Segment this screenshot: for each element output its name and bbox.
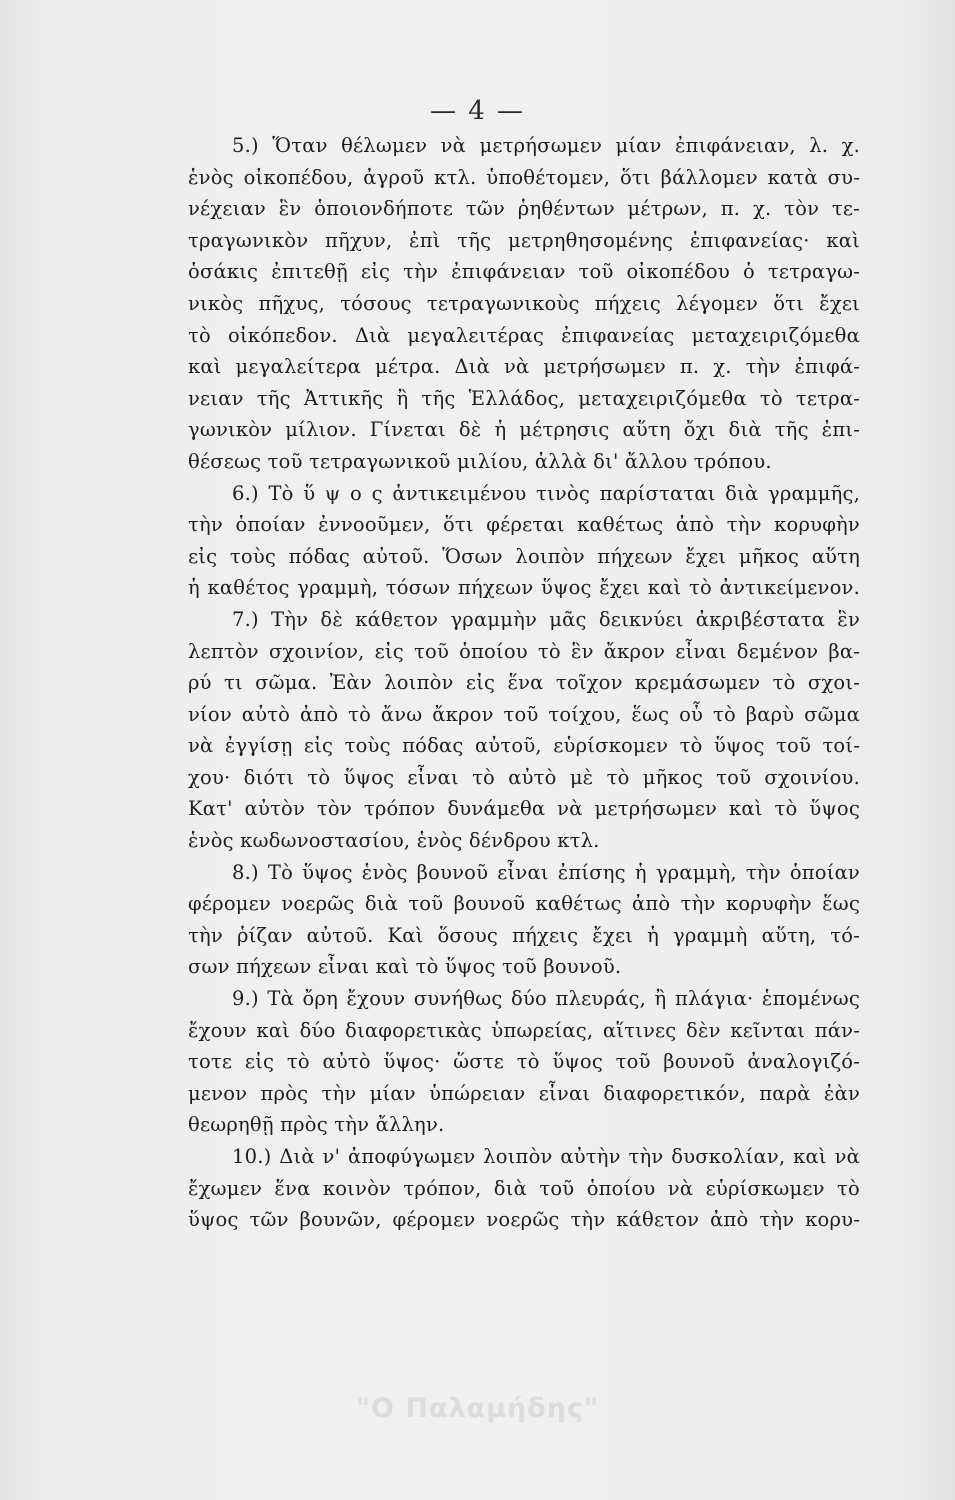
text-line: θέσεως τοῦ τετραγωνικοῦ μιλίου, ἀλλὰ δι' ἄλλου τρόπου. <box>188 449 772 473</box>
text-line: 7.) Τὴν δὲ κάθετον γραμμὴν μᾶς δεικνύει ἀκριβέστατα ἓν <box>232 607 860 631</box>
text-line: σων πήχεων εἶναι καὶ τὸ ὕψος τοῦ βουνοῦ. <box>188 955 622 979</box>
text-line: τοτε εἰς τὸ αὐτὸ ὕψος· ὥστε τὸ ὕψος τοῦ βουνοῦ ἀναλογιζό- <box>188 1050 860 1074</box>
page-number: — 4 — <box>429 96 526 126</box>
body-text <box>188 130 860 1236</box>
text-line: ρύ τι σῶμα. Ἐὰν λοιπὸν εἰς ἕνα τοῖχον κρεμάσωμεν τὸ σχοι- <box>188 671 860 695</box>
text-line: τὴν ὁποίαν ἐννοοῦμεν, ὅτι φέρεται καθέτως ἀπὸ τὴν κορυφὴν <box>188 513 860 537</box>
text-line: τὴν ῥίζαν αὐτοῦ. Καὶ ὅσους πήχεις ἔχει ἡ γραμμὴ αὕτη, τό- <box>188 923 860 947</box>
text-line: νέχειαν ἓν ὁποιονδήποτε τῶν ῥηθέντων μέτρων, π. χ. τὸν τε- <box>188 197 860 221</box>
text-line: ὁσάκις ἐπιτεθῇ εἰς τὴν ἐπιφάνειαν τοῦ οἰκοπέδου ὁ τετραγω- <box>188 260 860 284</box>
text-line: νίον αὐτὸ ἀπὸ τὸ ἄνω ἄκρον τοῦ τοίχου, ἕως οὗ τὸ βαρὺ σῶμα <box>188 702 860 726</box>
text-line: ἑνὸς κωδωνοστασίου, ἑνὸς δένδρου κτλ. <box>188 829 600 853</box>
text-line: 6.) Τὸ ὕ ψ ο ς ἀντικειμένου τινὸς παρίσταται διὰ γραμμῆς, <box>232 481 860 505</box>
text-line: τραγωνικὸν πῆχυν, ἐπὶ τῆς μετρηθησομένης ἐπιφανείας· καὶ <box>188 228 860 252</box>
text-line: ἔχουν καὶ δύο διαφορετικὰς ὑπωρείας, αἵτινες δὲν κεῖνται πάν- <box>188 1018 860 1042</box>
text-line: νὰ ἐγγίσῃ εἰς τοὺς πόδας αὐτοῦ, εὑρίσκομεν τὸ ὕψος τοῦ τοί- <box>188 734 860 758</box>
text-line: εἰς τοὺς πόδας αὐτοῦ. Ὅσων λοιπὸν πήχεων ἔχει μῆκος αὕτη <box>188 544 860 568</box>
text-line: τὸ οἰκόπεδον. Διὰ μεγαλειτέρας ἐπιφανείας μεταχειριζόμεθα <box>188 323 860 347</box>
text-line: νειαν τῆς Ἀττικῆς ἢ τῆς Ἑλλάδος, μεταχειριζόμεθα τὸ τετρα- <box>188 386 860 410</box>
text-line: Κατ' αὐτὸν τὸν τρόπον δυνάμεθα νὰ μετρήσωμεν καὶ τὸ ὕψος <box>188 797 860 821</box>
text-line: ἡ καθέτος γραμμὴ, τόσων πήχεων ὕψος ἔχει καὶ τὸ ἀντικείμενον. <box>188 576 860 600</box>
text-line: μενον πρὸς τὴν μίαν ὑπώρειαν εἶναι διαφορετικόν, παρὰ ἐὰν <box>188 1081 860 1105</box>
text-line: νικὸς πῆχυς, τόσους τετραγωνικοὺς πήχεις λέγομεν ὅτι ἔχει <box>188 291 860 315</box>
text-line: θεωρηθῇ πρὸς τὴν ἄλλην. <box>188 1113 445 1137</box>
library-watermark: "Ο Παλαμήδης" <box>355 1393 600 1424</box>
text-line: 8.) Τὸ ὕψος ἑνὸς βουνοῦ εἶναι ἐπίσης ἡ γραμμὴ, τὴν ὁποίαν <box>232 860 860 884</box>
text-line: 9.) Τὰ ὄρη ἔχουν συνήθως δύο πλευράς, ἢ πλάγια· ἑπομένως <box>232 987 860 1011</box>
text-line: φέρομεν νοερῶς διὰ τοῦ βουνοῦ καθέτως ἀπὸ τὴν κορυφὴν ἕως <box>188 892 860 916</box>
text-line: ἑνὸς οἰκοπέδου, ἀγροῦ κτλ. ὑποθέτομεν, ὅτι βάλλομεν κατὰ συ- <box>188 165 860 189</box>
text-line: χου· διότι τὸ ὕψος εἶναι τὸ αὐτὸ μὲ τὸ μῆκος τοῦ σχοινίου. <box>188 765 860 789</box>
text-line: 5.) Ὅταν θέλωμεν νὰ μετρήσωμεν μίαν ἐπιφάνειαν, λ. χ. <box>232 134 860 157</box>
text-line: ἔχωμεν ἕνα κοινὸν τρόπον, διὰ τοῦ ὁποίου νὰ εὑρίσκωμεν τὸ <box>188 1176 860 1200</box>
text-line: γωνικὸν μίλιον. Γίνεται δὲ ἡ μέτρησις αὕτη ὄχι διὰ τῆς ἐπι- <box>188 418 860 442</box>
text-line: καὶ μεγαλείτερα μέτρα. Διὰ νὰ μετρήσωμεν π. χ. τὴν ἐπιφά- <box>188 355 860 379</box>
text-line: λεπτὸν σχοινίον, εἰς τοῦ ὁποίου τὸ ἓν ἄκρον εἶναι δεμένον βα- <box>188 639 860 663</box>
text-line: 10.) Διὰ ν' ἀποφύγωμεν λοιπὸν αὐτὴν τὴν δυσκολίαν, καὶ νὰ <box>232 1145 860 1168</box>
text-line: ὕψος τῶν βουνῶν, φέρομεν νοερῶς τὴν κάθετον ἀπὸ τὴν κορυ- <box>188 1208 860 1232</box>
